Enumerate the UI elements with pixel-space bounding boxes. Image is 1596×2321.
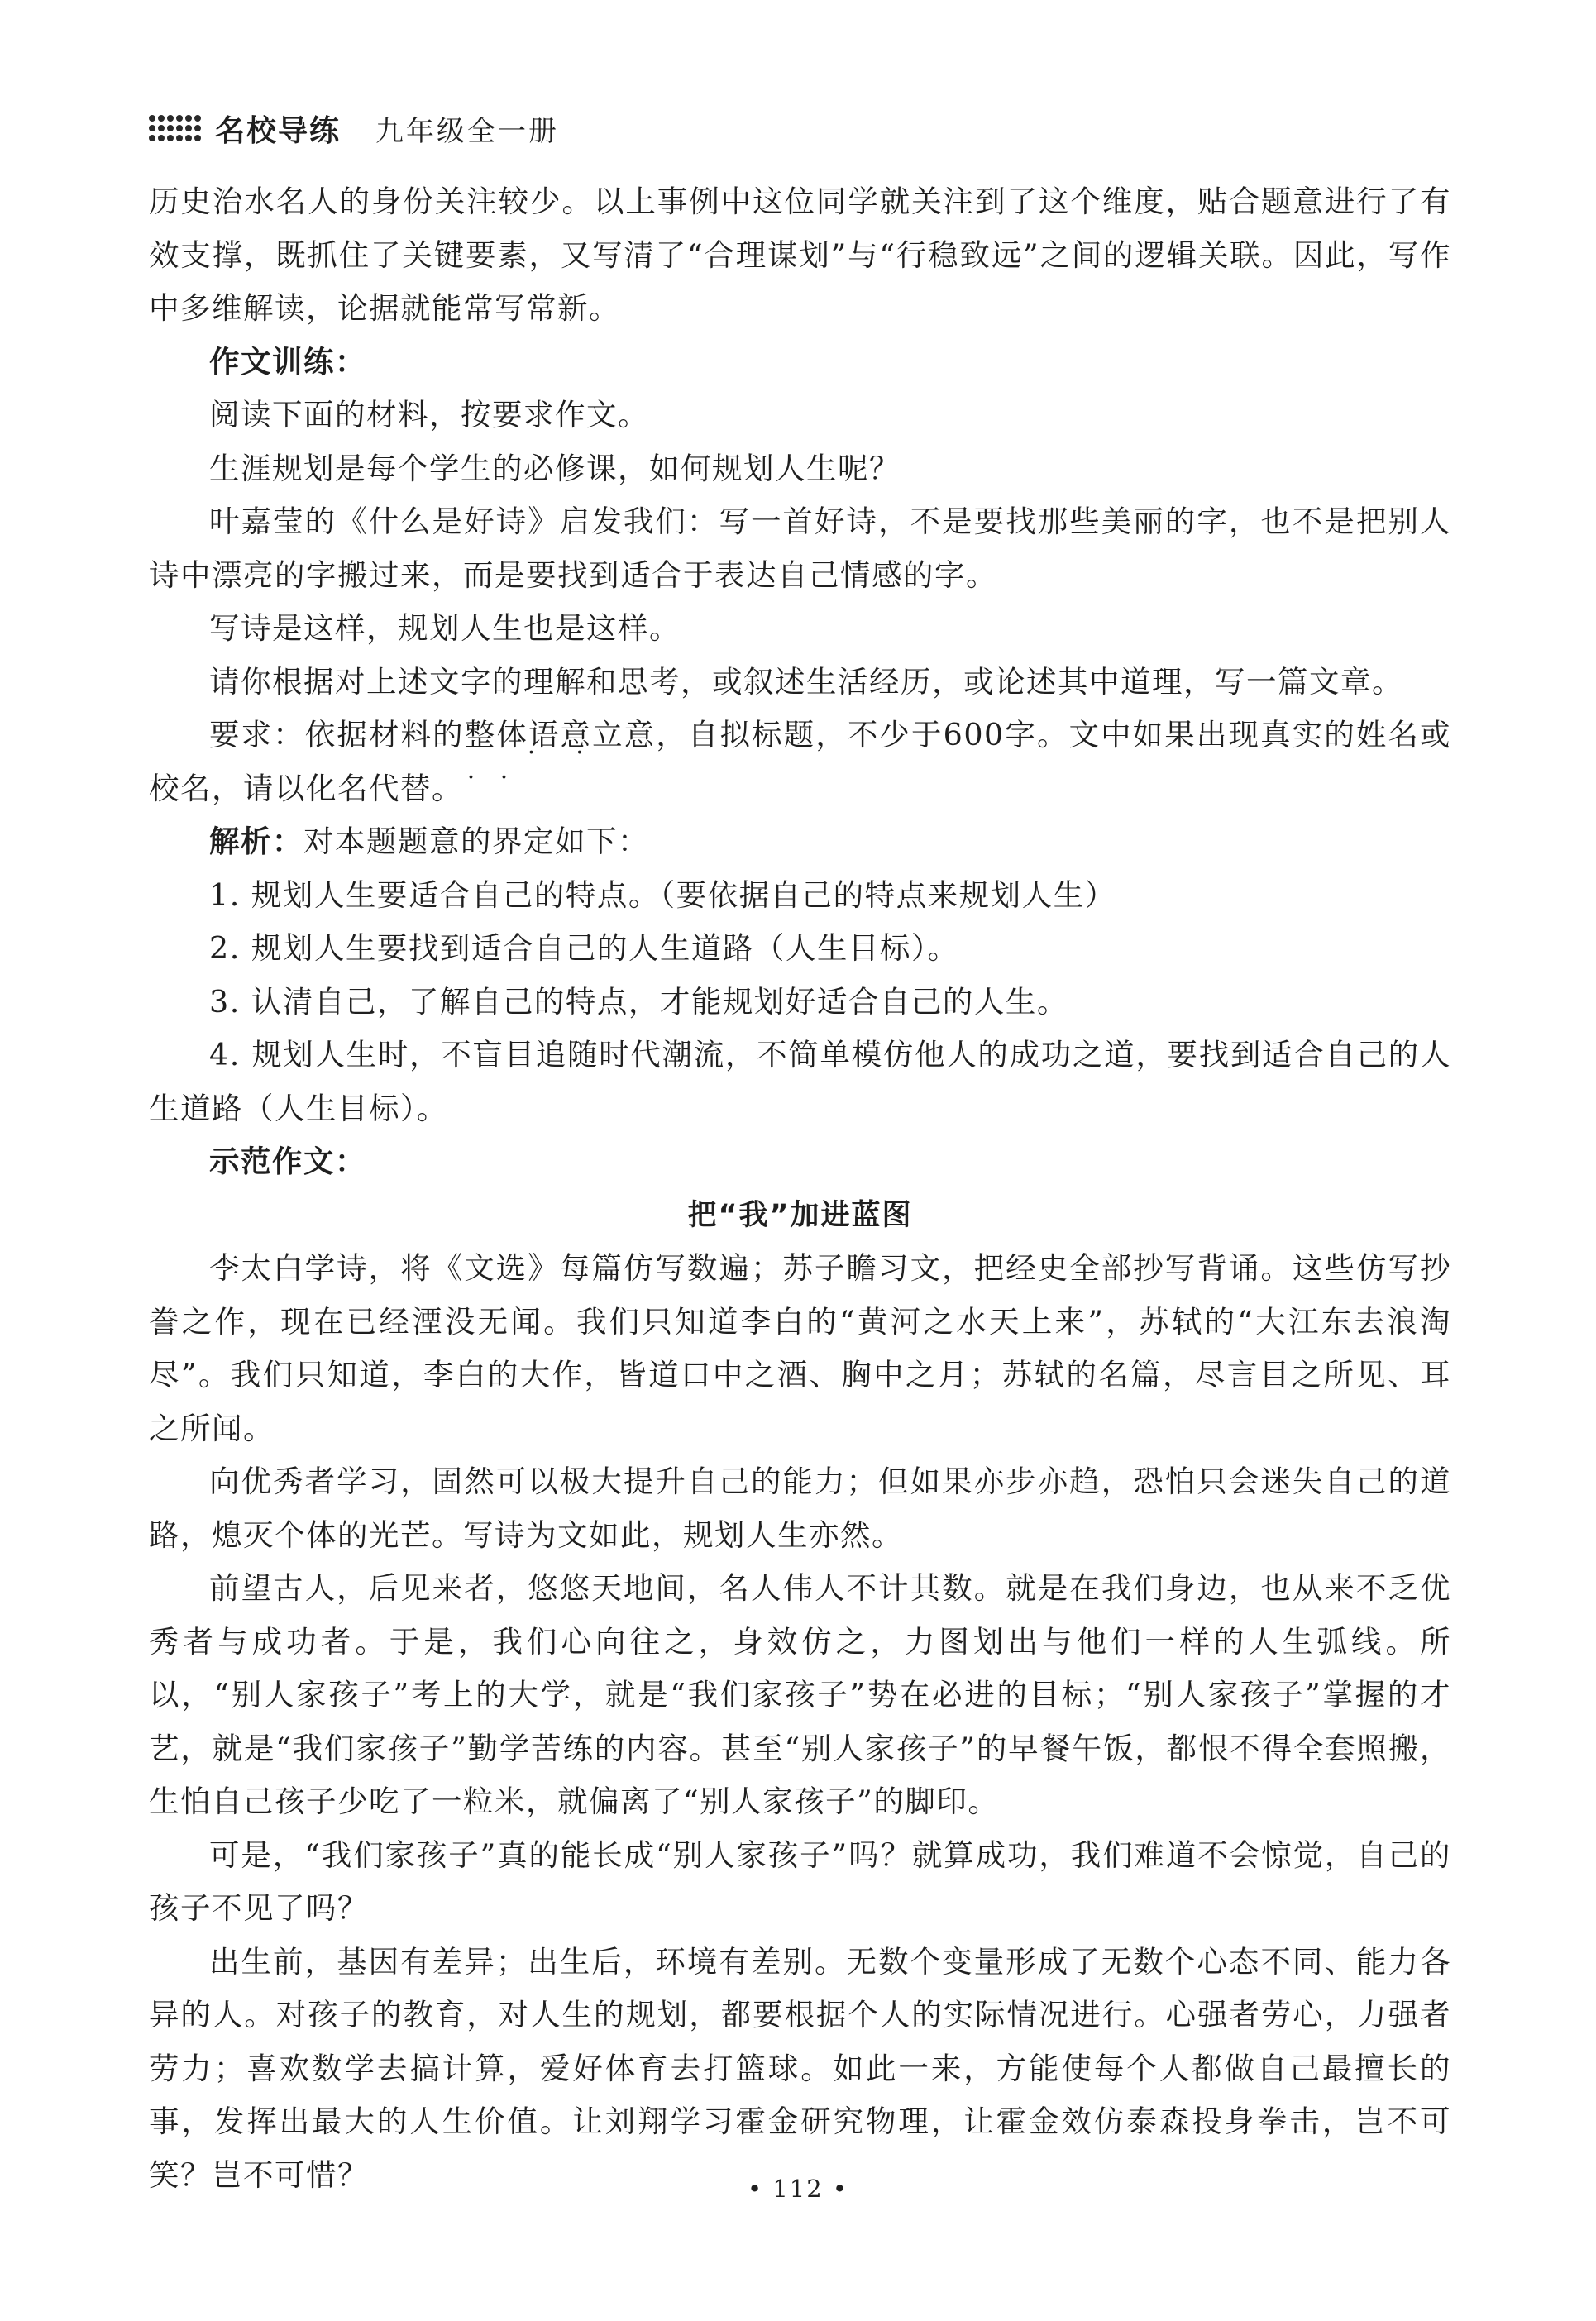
material-paragraph-2: 叶嘉莹的《什么是好诗》启发我们：写一首好诗，不是要找那些美丽的字，也不是把别人诗中漂亮的字搬过来，而是要找到适合于表达自己情感的字。 xyxy=(149,504,1451,593)
page-header xyxy=(149,107,559,149)
material-paragraph-3: 写诗是这样，规划人生也是这样。 xyxy=(209,610,681,646)
material-paragraph-1: 生涯规划是每个学生的必修课，如何规划人生呢？ xyxy=(209,450,901,486)
series-title: 名校导练 xyxy=(215,113,342,148)
analysis-lead-paragraph xyxy=(149,815,1451,869)
analysis-point: 1. 规划人生要适合自己的特点。（要依据自己的特点来规划人生） xyxy=(209,876,1116,913)
analysis-point: 4. 规划人生时，不盲目追随时代潮流，不简单模仿他人的成功之道，要找到适合自己的人生道路（人生目标）。 xyxy=(149,1037,1451,1126)
essay-paragraph: 向优秀者学习，固然可以极大提升自己的能力；但如果亦步亦趋，恐怕只会迷失自己的道路，熄灭个体的光芒。写诗为文如此，规划人生亦然。 xyxy=(149,1464,1451,1553)
essay-paragraph: 李太白学诗，将《文选》每篇仿写数遍；苏子瞻习文，把经史全部抄写背诵。这些仿写抄誊之作，现在已经湮没无闻。我们只知道李白的“黄河之水天上来”，苏轼的“大江东去浪淘尽”。我们只知道，李白的大作，皆道口中之酒、胸中之月；苏轼的名篇，尽言目之所见、耳之所闻。 xyxy=(149,1250,1451,1446)
training-label: 作文训练： xyxy=(209,343,366,380)
analysis-point: 2. 规划人生要找到适合自己的人生道路（人生目标）。 xyxy=(209,930,959,966)
intro-paragraph: 历史治水名人的身份关注较少。以上事例中这位同学就关注到了这个维度，贴合题意进行了有效支撑，既抓住了关键要素，又写清了“合理谋划”与“行稳致远”之间的逻辑关联。因此，写作中多维解读，论据就能常写常新。 xyxy=(149,184,1451,326)
essay-paragraph: 可是，“我们家孩子”真的能长成“别人家孩子”吗？就算成功，我们难道不会惊觉，自己的孩子不见了吗？ xyxy=(149,1836,1451,1926)
book-title: 九年级全一册 xyxy=(375,114,560,148)
requirement-text-a: 要求：依据材料的 xyxy=(209,717,465,752)
training-heading xyxy=(149,336,1451,389)
essay-paragraph: 出生前，基因有差异；出生后，环境有差别。无数个变量形成了无数个心态不同、能力各异的人。对孩子的教育，对人生的规划，都要根据个人的实际情况进行。心强者劳心，力强者劳力；喜欢数学去搞计算，爱好体育去打篮球。如此一来，方能使每个人都做自己最擅长的事，发挥出最大的人生价值。让刘翔学习霍金研究物理，让霍金效仿泰森投身拳击，岂不可笑？岂不可惜？ xyxy=(149,1943,1451,2193)
essay-paragraph: 前望古人，后见来者，悠悠天地间，名人伟人不计其数。就是在我们身边，也从来不乏优秀者与成功者。于是，我们心向往之，身效仿之，力图划出与他们一样的人生弧线。所以，“别人家孩子”考上的大学，就是“我们家孩子”势在必进的目标；“别人家孩子”掌握的才艺，就是“我们家孩子”勤学苦练的内容。甚至“别人家孩子”的早餐午饭，都恨不得全套照搬，生怕自己孩子少吃了一粒米，就偏离了“别人家孩子”的脚印。 xyxy=(149,1570,1451,1819)
essay-heading xyxy=(149,1135,1451,1189)
essay-title: 把“我”加进蓝图 xyxy=(687,1198,913,1232)
main-content xyxy=(149,175,1451,2202)
analysis-label: 解析： xyxy=(209,824,303,859)
requirement-emphasis: 整体语意 · · · · xyxy=(465,717,592,752)
dots-grid-icon xyxy=(149,115,202,142)
analysis-point: 3. 认清自己，了解自己的特点，才能规划好适合自己的人生。 xyxy=(209,983,1068,1020)
training-instruction: 阅读下面的材料，按要求作文。 xyxy=(209,397,649,432)
analysis-lead: 对本题题意的界定如下： xyxy=(303,824,649,859)
requirement-paragraph xyxy=(149,709,1451,815)
page-number: • 112 • xyxy=(748,2175,848,2203)
essay-label: 示范作文： xyxy=(209,1144,366,1179)
material-paragraph-4: 请你根据对上述文字的理解和思考，或叙述生活经历，或论述其中道理，写一篇文章。 xyxy=(209,663,1403,700)
requirement-text-b: 立意，自拟标题，不少于600字。文中如果出现真实的姓名或校名，请以化名代替。 xyxy=(149,717,1452,806)
